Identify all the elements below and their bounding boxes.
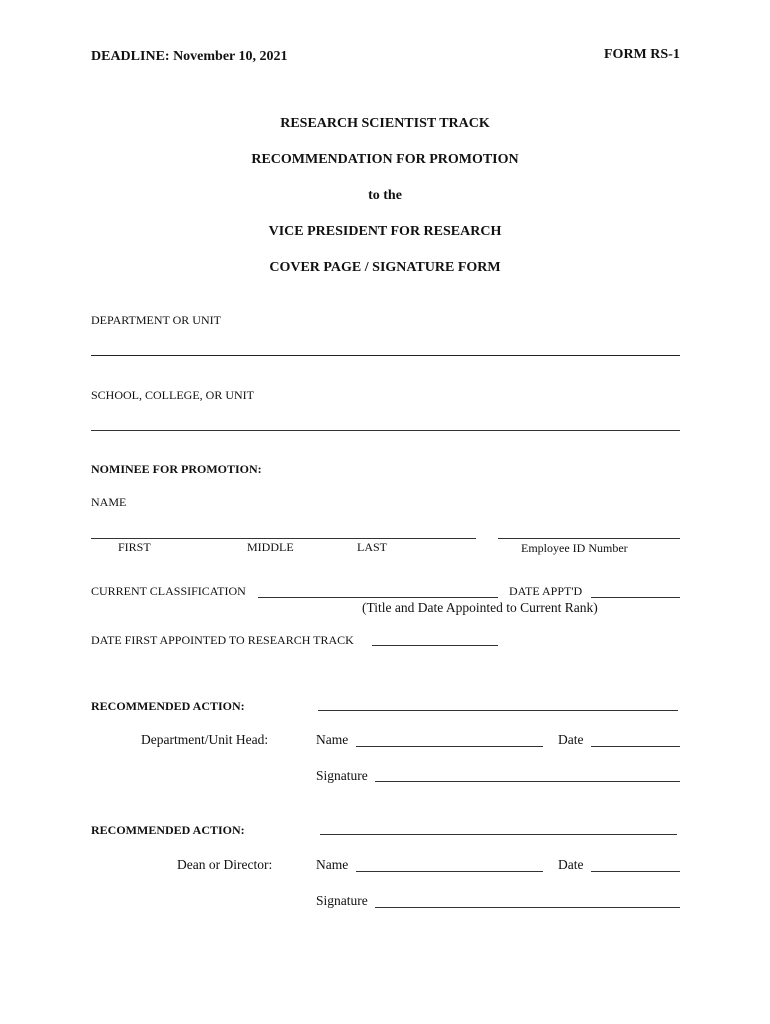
dept-head-date-label: Date [558,732,584,747]
title-line-1: RESEARCH SCIENTIST TRACK [280,116,490,131]
dept-recommended-action-input-line[interactable] [318,710,678,711]
title-line-4: VICE PRESIDENT FOR RESEARCH [268,224,502,239]
dept-head-signature-label: Signature [316,768,368,783]
dean-name-label: Name [316,857,349,872]
title-line-2: RECOMMENDATION FOR PROMOTION [251,152,519,167]
dean-recommended-action-label: RECOMMENDED ACTION: [91,823,245,837]
first-appointed-input-line[interactable] [372,645,498,646]
dean-signature-label: Signature [316,893,368,908]
date-appointed-input-line[interactable] [591,597,680,598]
dept-head-date-input-line[interactable] [591,746,680,747]
last-name-caption: LAST [357,540,387,554]
school-input-line[interactable] [91,430,680,431]
employee-id-caption: Employee ID Number [521,541,628,555]
classification-input-line[interactable] [258,597,498,598]
dean-recommended-action-input-line[interactable] [320,834,677,835]
dean-date-input-line[interactable] [591,871,680,872]
dean-date-label: Date [558,857,584,872]
employee-id-input-line[interactable] [498,538,680,539]
nominee-name-input-line[interactable] [91,538,476,539]
classification-note: (Title and Date Appointed to Current Rank) [362,600,598,615]
form-id: FORM RS-1 [604,47,680,62]
dept-head-role-label: Department/Unit Head: [141,732,269,747]
school-label: SCHOOL, COLLEGE, OR UNIT [91,388,254,402]
department-input-line[interactable] [91,355,680,356]
first-name-caption: FIRST [118,540,151,554]
middle-name-caption: MIDDLE [247,540,294,554]
dept-recommended-action-label: RECOMMENDED ACTION: [91,699,245,713]
date-appointed-label: DATE APPT'D [509,584,583,598]
dean-role-label: Dean or Director: [177,857,273,872]
title-line-3: to the [368,188,402,203]
first-appointed-label: DATE FIRST APPOINTED TO RESEARCH TRACK [91,633,354,647]
name-label: NAME [91,495,127,509]
department-label: DEPARTMENT OR UNIT [91,313,221,327]
title-line-5: COVER PAGE / SIGNATURE FORM [269,260,501,275]
deadline-text: DEADLINE: November 10, 2021 [91,49,288,64]
dean-name-input-line[interactable] [356,871,543,872]
nominee-heading: NOMINEE FOR PROMOTION: [91,462,262,476]
dept-head-name-label: Name [316,732,349,747]
classification-label: CURRENT CLASSIFICATION [91,584,246,598]
dept-head-name-input-line[interactable] [356,746,543,747]
dean-signature-input-line[interactable] [375,907,680,908]
dept-head-signature-input-line[interactable] [375,781,680,782]
